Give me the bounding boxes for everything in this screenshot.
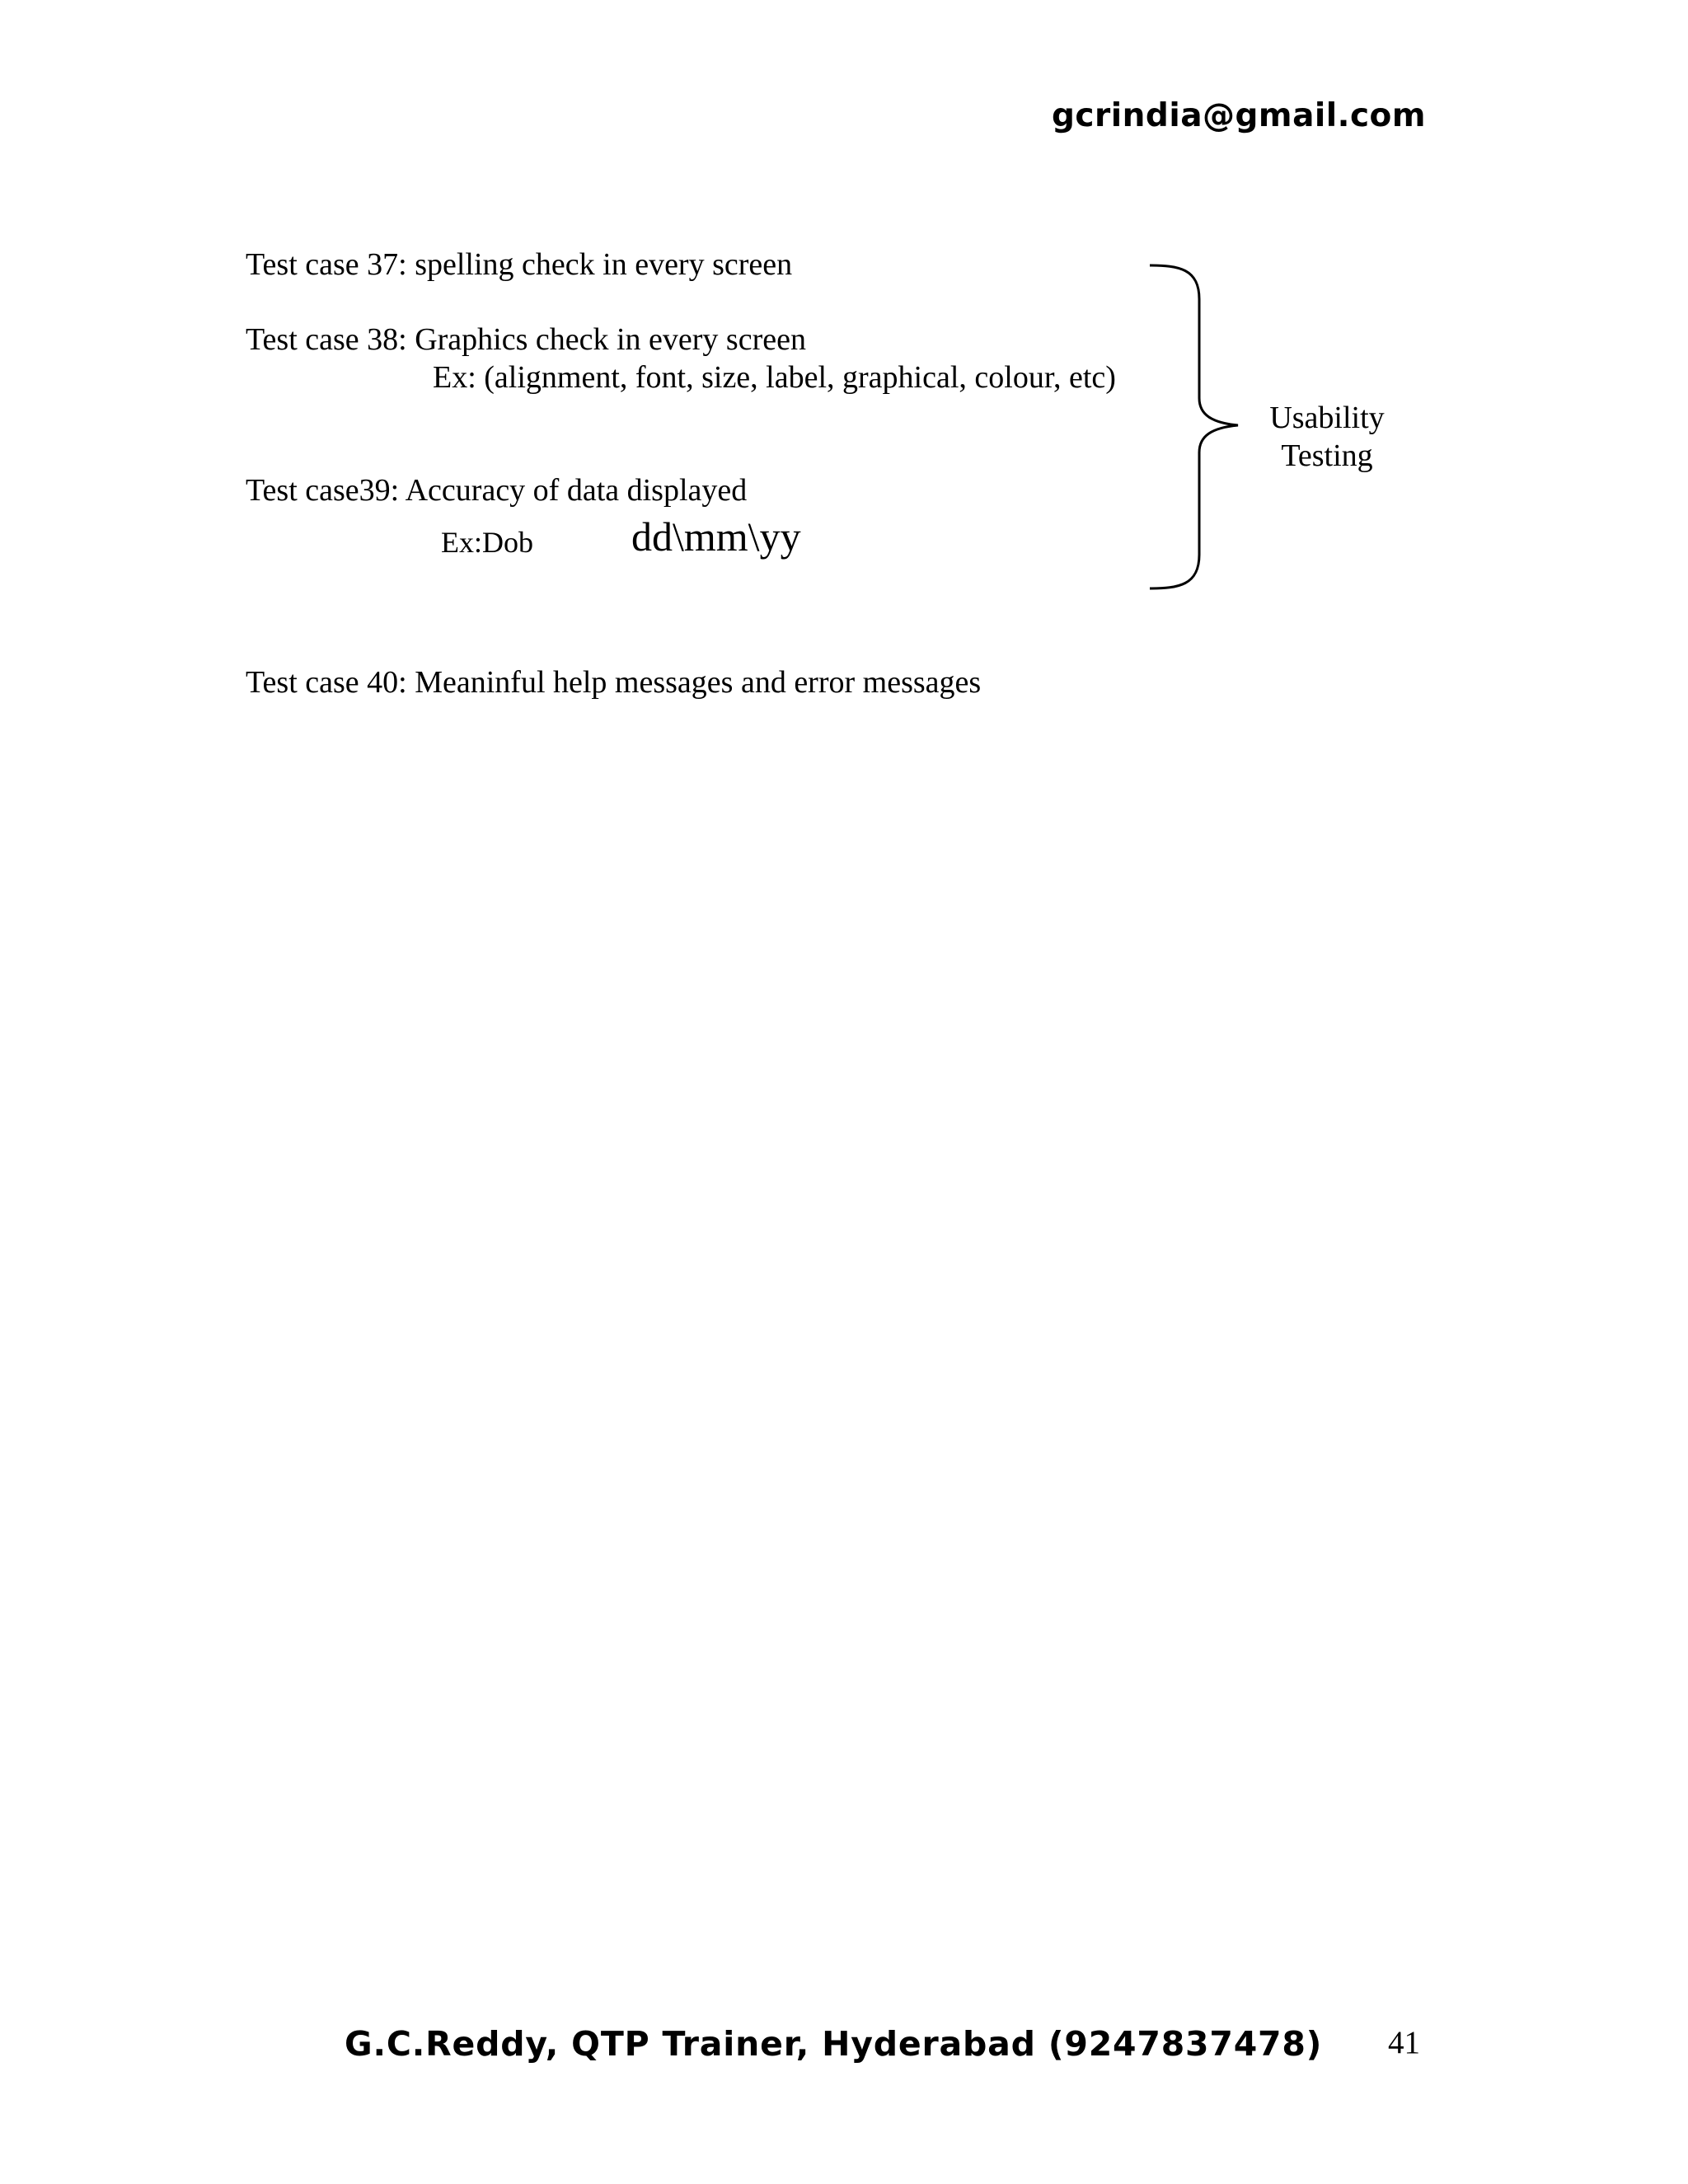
test-case-38-example: Ex: (alignment, font, size, label, graphical, colour, etc) [433,360,1116,395]
test-case-37: Test case 37: spelling check in every screen [246,247,793,282]
test-case-40: Test case 40: Meaninful help messages and error messages [246,665,982,700]
footer-credit: G.C.Reddy, QTP Trainer, Hyderabad (9247837478) [345,2024,1323,2064]
right-curly-brace-icon [1146,262,1261,592]
header-email: gcrindia@gmail.com [1052,97,1426,134]
test-case-39-example-label: Ex:Dob [441,526,533,559]
usability-label-line1: Usability [1269,401,1385,435]
usability-label-line2: Testing [1281,438,1373,473]
page-number: 41 [1388,2025,1420,2060]
test-case-39: Test case39: Accuracy of data displayed [246,473,748,508]
usability-testing-label [1245,399,1409,475]
test-case-38: Test case 38: Graphics check in every screen [246,322,806,357]
test-case-39-example-format: dd\mm\yy [631,513,801,560]
